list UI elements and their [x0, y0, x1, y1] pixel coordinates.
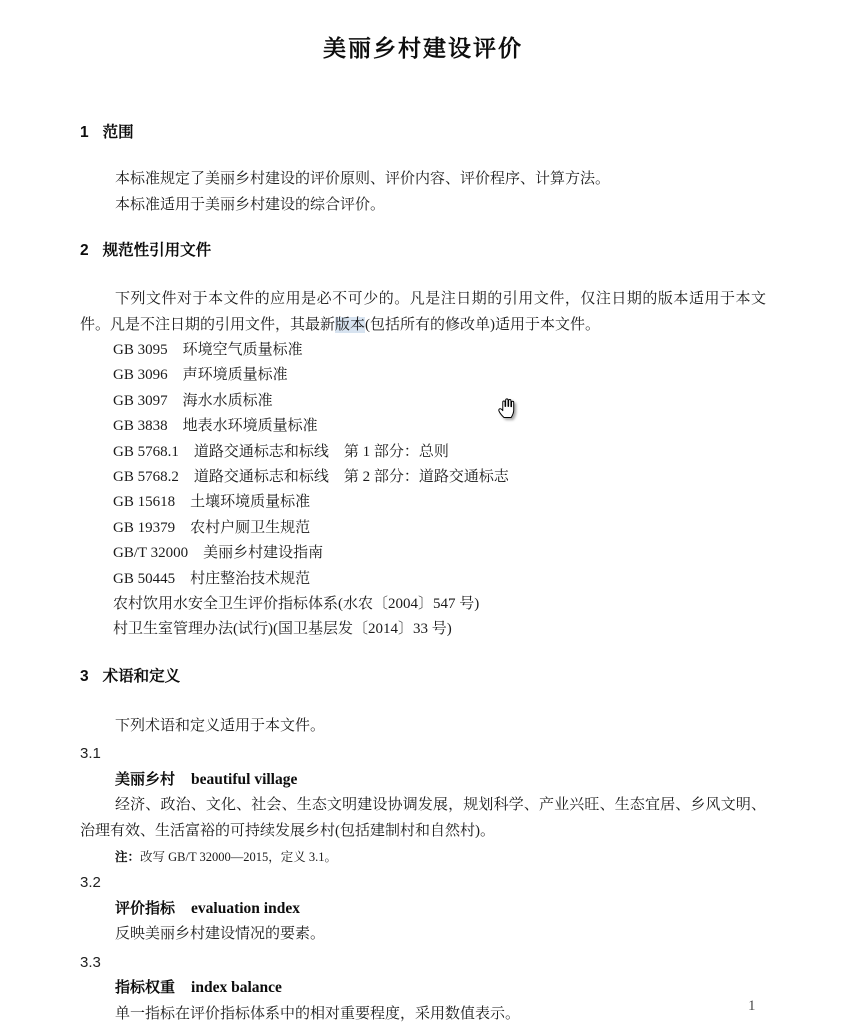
terms-intro-paragraph: 下列术语和定义适用于本文件。 [115, 717, 326, 734]
document-title: 美丽乡村建设评价 [323, 35, 523, 61]
term-name [80, 975, 766, 1002]
section-1-heading [80, 123, 766, 143]
section-number: 2 [80, 242, 89, 259]
term-note [80, 847, 766, 868]
reference-item: 村卫生室管理办法(试行)(国卫基层发〔2014〕33 号) [113, 621, 452, 638]
section-title: 范围 [102, 124, 134, 141]
section-2-heading [80, 241, 766, 261]
term-name-chinese: 指标权重 [115, 979, 176, 997]
reference-item: GB 5768.2 道路交通标志和标线 第 2 部分：道路交通标志 [113, 469, 509, 486]
term-definition: 单一指标在评价指标体系中的相对重要程度，采用数值表示。 [115, 1005, 521, 1022]
term-clause-number: 3.3 [80, 953, 101, 971]
term-entry [80, 741, 766, 868]
section-3-heading [80, 667, 766, 687]
reference-item: GB 3096 声环境质量标准 [113, 367, 288, 384]
reference-item: 农村饮用水安全卫生评价指标体系(水农〔2004〕547 号) [113, 596, 480, 613]
term-definition: 经济、政治、文化、社会、生态文明建设协调发展，规划科学、产业兴旺、生态宜居、乡风文明、治理有效、生活富裕的可持续发展乡村(包括建制村和自然村)。 [80, 797, 766, 839]
reference-item: GB 3097 海水水质标准 [113, 392, 273, 409]
term-clause-number: 3.2 [80, 874, 101, 892]
term-name-chinese: 美丽乡村 [115, 770, 176, 788]
intro-text: (包括所有的修改单)适用于本文件。 [365, 316, 601, 333]
term-entry [80, 870, 766, 948]
note-text: 改写 GB/T 32000—2015，定义 3.1。 [140, 850, 338, 865]
reference-item: GB/T 32000 美丽乡村建设指南 [113, 545, 324, 562]
term-name-english: beautiful village [191, 770, 298, 788]
reference-item: GB 3838 地表水环境质量标准 [113, 418, 318, 435]
section-number: 1 [80, 124, 89, 141]
reference-item: GB 5768.1 道路交通标志和标线 第 1 部分：总则 [113, 443, 449, 460]
term-entry [80, 950, 766, 1028]
note-label: 注： [115, 850, 141, 865]
term-name-english: evaluation index [191, 899, 300, 917]
section-number: 3 [80, 667, 89, 685]
term-clause-number: 3.1 [80, 745, 101, 763]
term-name-english: index balance [191, 979, 282, 997]
references-intro-paragraph [80, 287, 766, 338]
term-name [80, 896, 766, 923]
term-definition: 反映美丽乡村建设情况的要素。 [115, 926, 326, 943]
section-title: 术语和定义 [102, 667, 181, 685]
intro-text: 下列文件对于本文件的应用是必不可少的。凡是注日期的引用文件，仅注日期的版本适用于本文件。凡是不注日期的引用文件，其最新 [80, 291, 766, 333]
reference-item: GB 3095 环境空气质量标准 [113, 342, 303, 358]
reference-item: GB 19379 农村户厕卫生规范 [113, 519, 311, 536]
section-title: 规范性引用文件 [102, 242, 212, 259]
term-name-chinese: 评价指标 [115, 899, 176, 917]
term-name [80, 767, 766, 794]
scope-paragraph-1: 本标准规定了美丽乡村建设的评价原则、评价内容、评价程序、计算方法。 [115, 171, 611, 187]
scope-paragraph-2: 本标准适用于美丽乡村建设的综合评价。 [115, 197, 386, 213]
page-number: 1 [748, 998, 756, 1014]
search-highlight: 版本 [335, 316, 366, 333]
reference-item: GB 15618 土壤环境质量标准 [113, 494, 311, 511]
reference-item: GB 50445 村庄整治技术规范 [113, 570, 311, 587]
term-entries [80, 741, 766, 1027]
reference-list [80, 338, 766, 643]
